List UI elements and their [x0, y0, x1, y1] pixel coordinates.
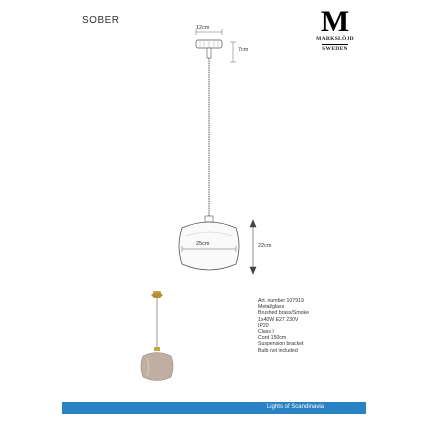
footer-text: Lights of Scandinavia	[266, 404, 324, 410]
spec-material: Metal/glass	[258, 304, 285, 311]
spec-bulb-note: Bulb not included	[258, 347, 298, 354]
spec-ip-rating: IP20	[258, 322, 269, 329]
canopy-height-dimension	[230, 42, 236, 62]
shade-width-label: 25cm	[196, 241, 210, 247]
spec-bulb: 1x40W E27 230V	[258, 316, 299, 323]
product-specs	[258, 298, 309, 354]
shade-height-label: 22cm	[258, 243, 272, 249]
canopy-height-label: 7cm	[238, 47, 249, 53]
product-title: SOBER	[82, 15, 120, 26]
logo-line-1: MARKSLÖJD	[316, 36, 354, 42]
logo-letter: M	[320, 5, 350, 38]
ceiling-canopy	[196, 40, 222, 58]
shade-height-dimension	[250, 220, 256, 274]
product-photo	[141, 291, 173, 381]
spec-article-number: Art. number 107919	[258, 298, 304, 304]
footer-bar	[62, 402, 366, 414]
canopy-width-label: 12cm	[196, 25, 210, 31]
spec-class: Class I	[258, 329, 274, 336]
spec-cord: Cord 150cm	[258, 335, 287, 342]
logo-line-2: SWEDEN	[322, 45, 348, 52]
spec-bracket: Suspension bracket	[258, 341, 304, 348]
spec-finish: Brushed brass/Smoke	[258, 310, 310, 317]
